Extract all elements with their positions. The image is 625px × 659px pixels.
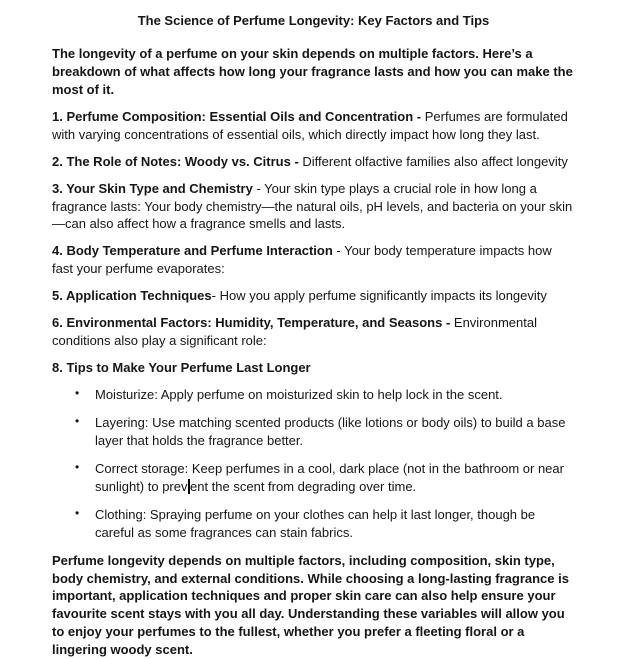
closing-paragraph: Perfume longevity depends on multiple factors, including composition, skin type, body chemistry, and external conditions. While choosing a long-lasting fragrance is important, application techniques and proper skin care can also help ensure your favourite scent stays with you all day. Understanding these variables will allow you to enjoy your perfumes to the fullest, whether you prefer a fleeting floral or a lingering woody scent. bbox=[52, 552, 569, 658]
tip-item-layering bbox=[52, 414, 575, 450]
tip-item-clothing bbox=[52, 506, 575, 542]
factor-lead: 3. Your Skin Type and Chemistry bbox=[52, 180, 253, 196]
factor-paragraph-6 bbox=[52, 314, 575, 350]
tips-list bbox=[52, 386, 575, 542]
bullet-icon: • bbox=[75, 413, 80, 428]
bullet-icon: • bbox=[75, 459, 80, 474]
factor-text: - How you apply perfume significantly impacts its longevity bbox=[211, 288, 547, 304]
factor-lead: 4. Body Temperature and Perfume Interaction bbox=[52, 243, 333, 259]
factor-paragraph-5 bbox=[52, 287, 575, 305]
factor-lead: 1. Perfume Composition: Essential Oils and Concentration - bbox=[52, 108, 422, 124]
tip-text: Clothing: Spraying perfume on your clothes can help it last longer, though be careful as some fragrances can stain fabrics. bbox=[95, 506, 536, 540]
tip-item-storage bbox=[52, 460, 575, 496]
tip-text: Moisturize: Apply perfume on moisturized skin to help lock in the scent. bbox=[95, 387, 503, 402]
factor-text: Environmental conditions also play a significant role: bbox=[52, 315, 537, 349]
factor-paragraph-3 bbox=[52, 180, 575, 234]
factor-lead: 6. Environmental Factors: Humidity, Temperature, and Seasons - bbox=[52, 315, 451, 331]
tip-text bbox=[95, 461, 564, 494]
tip-item-moisturize bbox=[52, 386, 575, 404]
factor-text: - Your skin type plays a crucial role in how long a fragrance lasts: Your body chemistry—the natural oils, pH levels, and bacteria on your skin—can also affect how a fragrance smells and lasts. bbox=[52, 180, 573, 232]
factor-paragraph-2 bbox=[52, 153, 575, 171]
document-title: The Science of Perfume Longevity: Key Factors and Tips bbox=[137, 13, 490, 28]
factor-lead: 2. The Role of Notes: Woody vs. Citrus - bbox=[52, 153, 299, 169]
factor-text: - Your body temperature impacts how fast your perfume evaporates: bbox=[52, 243, 552, 277]
tip-text-after-cursor: ent the scent from degrading over time. bbox=[190, 478, 417, 494]
tips-heading: 8. Tips to Make Your Perfume Last Longer bbox=[52, 360, 311, 376]
factor-paragraph-4 bbox=[52, 242, 575, 278]
factor-text: Perfumes are formulated with varying concentrations of essential oils, which directly impact how long they last. bbox=[52, 108, 568, 142]
intro-paragraph: The longevity of a perfume on your skin depends on multiple factors. Here’s a breakdown of what affects how long your fragrance lasts and how you can make the most of it. bbox=[52, 45, 573, 97]
tip-text: Layering: Use matching scented products (like lotions or body oils) to build a base layer that holds the fragrance better. bbox=[95, 414, 566, 448]
factor-lead: 5. Application Techniques bbox=[52, 288, 212, 304]
bullet-icon: • bbox=[75, 505, 80, 520]
tip-text-before-cursor: Correct storage: Keep perfumes in a cool, dark place (not in the bathroom or near sunlight) to prev bbox=[95, 460, 564, 494]
bullet-icon: • bbox=[75, 386, 80, 400]
factor-text: Different olfactive families also affect longevity bbox=[298, 153, 568, 169]
factor-paragraph-1 bbox=[52, 108, 575, 144]
